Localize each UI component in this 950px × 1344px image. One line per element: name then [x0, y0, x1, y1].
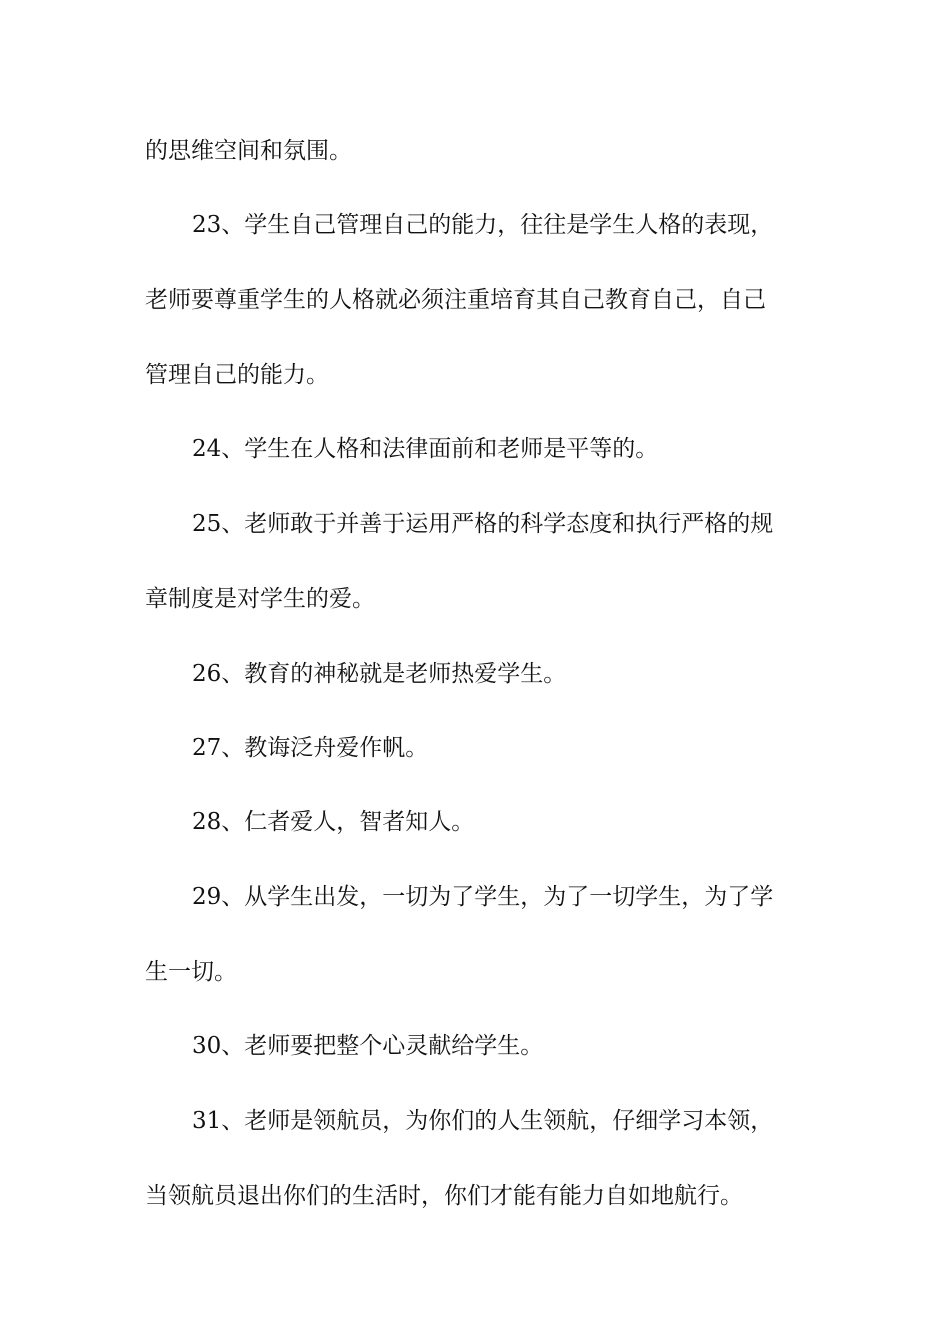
text-line-12: 生一切。 [145, 959, 237, 985]
text-line-3: 老师要尊重学生的人格就必须注重培育其自己教育自己，自己 [145, 287, 766, 313]
text-line-7: 章制度是对学生的爱。 [145, 586, 375, 612]
text-line-13: 30、老师要把整个心灵献给学生。 [192, 1033, 544, 1059]
text-line-5: 24、学生在人格和法律面前和老师是平等的。 [192, 436, 659, 462]
text-line-10: 28、仁者爱人，智者知人。 [192, 809, 475, 835]
text-line-9: 27、教诲泛舟爱作帆。 [192, 735, 429, 761]
text-line-4: 管理自己的能力。 [145, 362, 329, 388]
text-line-8: 26、教育的神秘就是老师热爱学生。 [192, 661, 567, 687]
text-line-14: 31、老师是领航员，为你们的人生领航，仔细学习本领， [192, 1108, 774, 1134]
text-line-1: 的思维空间和氛围。 [145, 138, 352, 164]
text-line-11: 29、从学生出发，一切为了学生，为了一切学生，为了学 [192, 884, 774, 910]
text-line-2: 23、学生自己管理自己的能力，往往是学生人格的表现， [192, 212, 774, 238]
text-line-6: 25、老师敢于并善于运用严格的科学态度和执行严格的规 [192, 511, 774, 537]
text-line-15: 当领航员退出你们的生活时，你们才能有能力自如地航行。 [145, 1183, 743, 1209]
